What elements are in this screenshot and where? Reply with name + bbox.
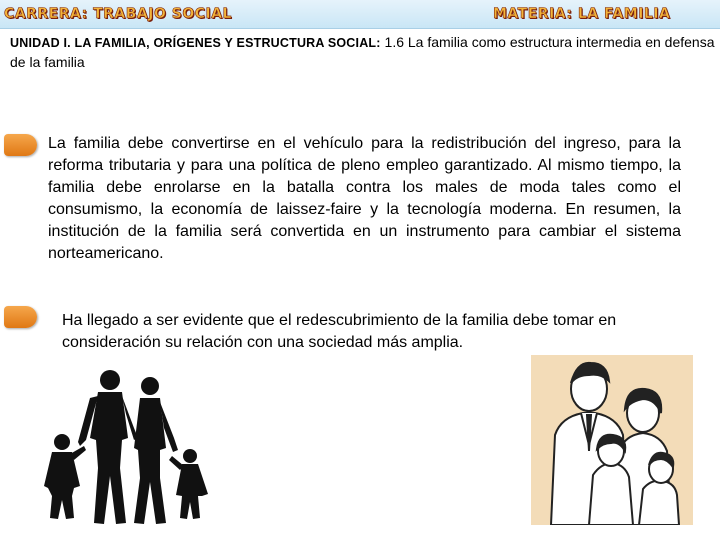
unit-topic: 1.6 La familia como estructura intermedia en defensa de la familia	[10, 34, 715, 70]
unit-label: UNIDAD I. LA FAMILIA, ORÍGENES Y ESTRUCTURA SOCIAL:	[10, 36, 381, 50]
career-title: CARRERA: TRABAJO SOCIAL	[4, 6, 232, 22]
paragraph-2: Ha llegado a ser evidente que el redescubrimiento de la familia debe tomar en consideración su relación con una sociedad más amplia.	[62, 312, 617, 351]
unit-heading	[10, 33, 716, 72]
bullet-arrow-icon	[4, 306, 37, 328]
paragraph-1: La familia debe convertirse en el vehículo para la redistribución del ingreso, para la reforma tributaria y para una política de pleno empleo garantizado. Al mismo tiempo, la familia debe enrolarse en la batalla contra los males de moda tales como el consumismo, la economía de laissez-faire y la tecnología moderna. En resumen, la institución de la familia será convertida en un instrumento para cambiar el sistema norteamericano.	[48, 135, 681, 262]
bullet-arrow-icon	[4, 134, 37, 156]
family-silhouette-illustration	[38, 368, 218, 528]
header-bar	[0, 0, 720, 29]
subject-title: MATERIA: LA FAMILIA	[493, 6, 671, 22]
family-portrait-illustration	[531, 355, 693, 525]
